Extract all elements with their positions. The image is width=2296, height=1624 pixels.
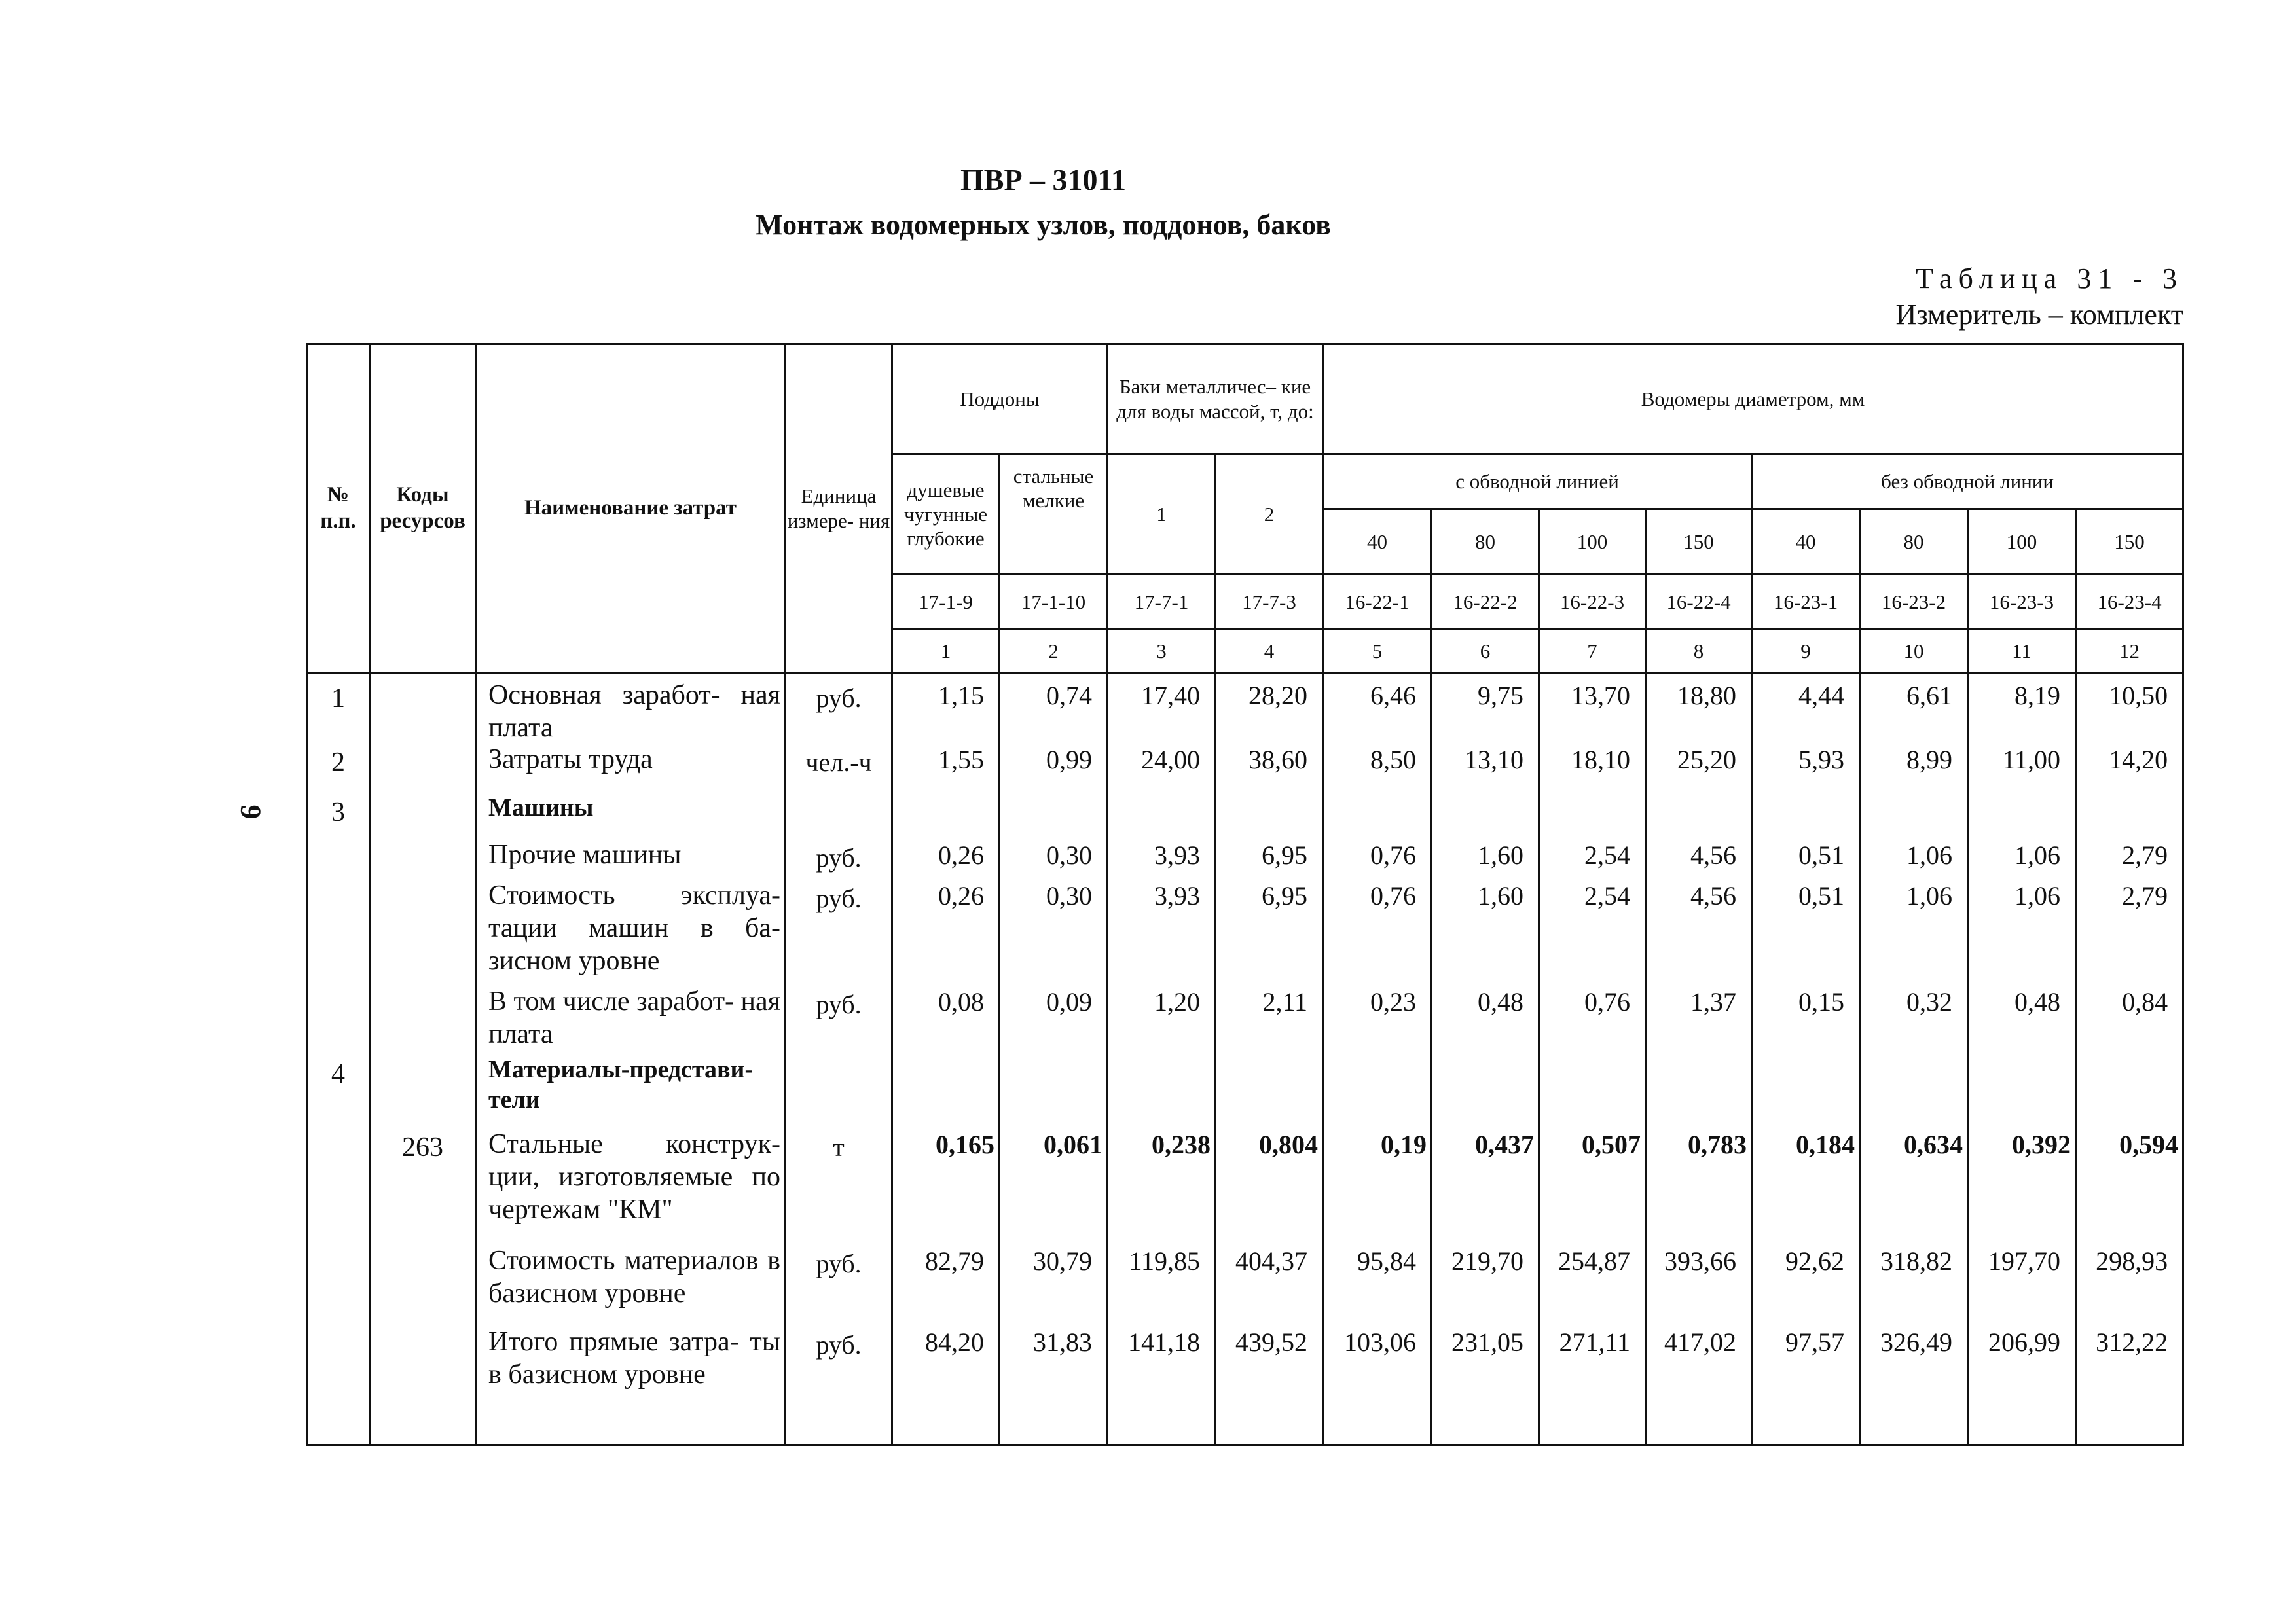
- value-cell: 6,95: [1262, 881, 1307, 911]
- value-cell: 1,37: [1690, 987, 1736, 1017]
- group-header-pallets: Поддоны: [892, 344, 1108, 454]
- col-header-norm-code: 16-23-2: [1860, 575, 1968, 630]
- col-header-diameter: 40: [1752, 509, 1860, 575]
- col-header-index: 6: [1432, 630, 1539, 673]
- resource-code: 263: [402, 1132, 443, 1163]
- col-header-name: Наименование затрат: [476, 344, 786, 673]
- value-cell: 3,93: [1154, 840, 1200, 870]
- col-header-norm-code: 17-1-10: [1000, 575, 1108, 630]
- value-cell: 0,184: [1796, 1130, 1855, 1159]
- col-header-diameter: 80: [1860, 509, 1968, 575]
- value-cell: 0,74: [1046, 681, 1092, 710]
- unit-cell: руб.: [816, 1249, 862, 1278]
- value-cell: 0,507: [1582, 1130, 1641, 1159]
- document-code: ПВР – 31011: [960, 163, 1127, 196]
- value-cell: 4,56: [1690, 881, 1736, 911]
- col-header-index: 2: [1000, 630, 1108, 673]
- cost-name: Стоимость эксплуа- тации машин в ба- зисном уровне: [488, 880, 780, 976]
- col-header-index: 8: [1646, 630, 1752, 673]
- table-caption: Таблица 31 - 3: [1916, 262, 2183, 295]
- value-cell: 25,20: [1677, 745, 1736, 774]
- col-header-norm-code: 16-23-3: [1968, 575, 2076, 630]
- value-cell: 1,60: [1478, 881, 1523, 911]
- col-header-index: 9: [1752, 630, 1860, 673]
- col-header-norm-code: 16-23-4: [2076, 575, 2183, 630]
- value-cell: 30,79: [1033, 1246, 1092, 1276]
- value-cell: 0,99: [1046, 745, 1092, 774]
- col-header-diameter: 100: [1968, 509, 2076, 575]
- value-cell: 0,061: [1044, 1130, 1102, 1159]
- value-cell: 14,20: [2109, 745, 2168, 774]
- value-cell: 326,49: [1880, 1327, 1952, 1357]
- col-header-codes: Коды ресурсов: [370, 344, 476, 673]
- col-header-diameter: 80: [1432, 509, 1539, 575]
- value-cell: 5,93: [1798, 745, 1844, 774]
- table-measure: Измеритель – комплект: [1895, 298, 2183, 331]
- resource-table: [306, 343, 2184, 1446]
- value-cell: 0,51: [1798, 881, 1844, 911]
- col-header-norm-code: 17-7-3: [1216, 575, 1323, 630]
- value-cell: 1,55: [938, 745, 984, 774]
- value-cell: 0,783: [1688, 1130, 1747, 1159]
- col-header-index: 4: [1216, 630, 1323, 673]
- value-cell: 13,10: [1465, 745, 1523, 774]
- value-cell: 0,48: [1478, 987, 1523, 1017]
- value-cell: 312,22: [2096, 1327, 2168, 1357]
- col-header-index: 1: [892, 630, 1000, 673]
- col-header-diameter: 100: [1539, 509, 1646, 575]
- value-cell: 8,50: [1370, 745, 1416, 774]
- value-cell: 254,87: [1558, 1246, 1630, 1276]
- value-cell: 0,30: [1046, 881, 1092, 911]
- value-cell: 4,44: [1798, 681, 1844, 710]
- value-cell: 6,46: [1370, 681, 1416, 710]
- value-cell: 1,60: [1478, 840, 1523, 870]
- col-header-index: 7: [1539, 630, 1646, 673]
- value-cell: 11,00: [2002, 745, 2060, 774]
- col-header-pallet-2: стальные мелкие: [1000, 454, 1108, 575]
- value-cell: 119,85: [1129, 1246, 1200, 1276]
- value-cell: 8,99: [1906, 745, 1952, 774]
- value-cell: 6,95: [1262, 840, 1307, 870]
- col-header-norm-code: 16-22-4: [1646, 575, 1752, 630]
- unit-cell: руб.: [816, 884, 862, 913]
- unit-cell: т: [833, 1132, 845, 1162]
- group-header-tanks: Баки металличес– кие для воды массой, т, до:: [1108, 344, 1323, 454]
- subgroup-header-nobypass: без обводной линии: [1752, 454, 2183, 509]
- value-cell: 0,08: [938, 987, 984, 1017]
- value-cell: 0,392: [2012, 1130, 2071, 1159]
- body-col-codes: [370, 673, 476, 1445]
- row-number: 3: [331, 797, 345, 827]
- col-header-unit: Единица измере- ния: [786, 344, 892, 673]
- value-cell: 18,80: [1677, 681, 1736, 710]
- col-header-norm-code: 16-23-1: [1752, 575, 1860, 630]
- col-header-pallet-1: душевые чугунные глубокие: [892, 454, 1000, 575]
- value-cell: 82,79: [925, 1246, 984, 1276]
- cost-name: Машины: [488, 794, 594, 821]
- unit-cell: чел.-ч: [805, 748, 872, 777]
- value-cell: 0,26: [938, 881, 984, 911]
- cost-name: Прочие машины: [488, 840, 682, 870]
- value-cell: 0,594: [2119, 1130, 2179, 1159]
- col-header-index: 3: [1108, 630, 1216, 673]
- value-cell: 8,19: [2014, 681, 2060, 710]
- body-col-unit: [786, 673, 892, 1445]
- unit-cell: руб.: [816, 843, 862, 873]
- value-cell: 0,76: [1584, 987, 1630, 1017]
- group-header-meters: Водомеры диаметром, мм: [1323, 344, 2183, 454]
- col-header-index: 11: [1968, 630, 2076, 673]
- value-cell: 2,54: [1584, 840, 1630, 870]
- col-header-index: 10: [1860, 630, 1968, 673]
- value-cell: 31,83: [1033, 1327, 1092, 1357]
- value-cell: 95,84: [1357, 1246, 1416, 1276]
- value-cell: 2,54: [1584, 881, 1630, 911]
- value-cell: 0,238: [1152, 1130, 1211, 1159]
- value-cell: 0,48: [2014, 987, 2060, 1017]
- col-header-norm-code: 17-7-1: [1108, 575, 1216, 630]
- value-cell: 219,70: [1451, 1246, 1523, 1276]
- cost-name: Затраты труда: [488, 744, 653, 774]
- cost-name: Итого прямые затра- ты в базисном уровне: [488, 1327, 780, 1390]
- value-cell: 271,11: [1559, 1327, 1630, 1357]
- col-header-diameter: 40: [1323, 509, 1432, 575]
- value-cell: 0,84: [2122, 987, 2168, 1017]
- value-cell: 1,06: [1906, 881, 1952, 911]
- value-cell: 197,70: [1988, 1246, 2060, 1276]
- row-number: 1: [331, 683, 345, 713]
- value-cell: 2,11: [1262, 987, 1307, 1017]
- row-number: 4: [331, 1059, 345, 1089]
- value-cell: 0,15: [1798, 987, 1844, 1017]
- body-col-name: [476, 673, 786, 1445]
- cost-name: Основная заработ- ная плата: [488, 680, 780, 743]
- value-cell: 28,20: [1248, 681, 1307, 710]
- cost-name: Материалы-представи- тели: [488, 1056, 754, 1113]
- value-cell: 0,09: [1046, 987, 1092, 1017]
- value-cell: 0,26: [938, 840, 984, 870]
- value-cell: 3,93: [1154, 881, 1200, 911]
- value-cell: 404,37: [1235, 1246, 1307, 1276]
- value-cell: 0,437: [1475, 1130, 1534, 1159]
- value-cell: 1,06: [1906, 840, 1952, 870]
- value-cell: 4,56: [1690, 840, 1736, 870]
- col-header-index: 12: [2076, 630, 2183, 673]
- value-cell: 13,70: [1571, 681, 1630, 710]
- col-header-norm-code: 16-22-3: [1539, 575, 1646, 630]
- table-header: [307, 344, 2183, 673]
- value-cell: 10,50: [2109, 681, 2168, 710]
- value-cell: 84,20: [925, 1327, 984, 1357]
- value-cell: 0,19: [1381, 1130, 1427, 1159]
- value-cell: 97,57: [1785, 1327, 1844, 1357]
- subgroup-header-bypass: с обводной линией: [1323, 454, 1752, 509]
- value-cell: 2,79: [2122, 840, 2168, 870]
- col-header-tank-1: 1: [1108, 454, 1216, 575]
- col-header-num: № п.п.: [307, 344, 370, 673]
- col-header-norm-code: 16-22-1: [1323, 575, 1432, 630]
- page-number: 9: [234, 804, 267, 820]
- value-cell: 9,75: [1478, 681, 1523, 710]
- value-cell: 1,15: [938, 681, 984, 710]
- value-cell: 24,00: [1141, 745, 1200, 774]
- value-cell: 0,76: [1370, 840, 1416, 870]
- value-cell: 2,79: [2122, 881, 2168, 911]
- col-header-norm-code: 16-22-2: [1432, 575, 1539, 630]
- value-cell: 0,634: [1904, 1130, 1963, 1159]
- body-col-num: [307, 673, 370, 1445]
- document-subtitle: Монтаж водомерных узлов, поддонов, баков: [756, 209, 1331, 241]
- value-cell: 0,804: [1259, 1130, 1318, 1159]
- value-cell: 1,06: [2014, 881, 2060, 911]
- col-header-diameter: 150: [2076, 509, 2183, 575]
- value-cell: 298,93: [2096, 1246, 2168, 1276]
- unit-cell: руб.: [816, 990, 862, 1019]
- table-body: [307, 673, 2183, 1445]
- value-cell: 439,52: [1235, 1327, 1307, 1357]
- value-cell: 0,165: [936, 1130, 994, 1159]
- value-cell: 0,32: [1906, 987, 1952, 1017]
- value-cell: 231,05: [1451, 1327, 1523, 1357]
- value-cell: 0,76: [1370, 881, 1416, 911]
- value-cell: 1,06: [2014, 840, 2060, 870]
- row-number: 2: [331, 748, 345, 778]
- value-cell: 6,61: [1906, 681, 1952, 710]
- value-cell: 38,60: [1248, 745, 1307, 774]
- value-cell: 393,66: [1664, 1246, 1736, 1276]
- cost-name: Стоимость материалов в базисном уровне: [488, 1246, 780, 1308]
- value-cell: 103,06: [1344, 1327, 1416, 1357]
- value-cell: 92,62: [1785, 1246, 1844, 1276]
- col-header-tank-2: 2: [1216, 454, 1323, 575]
- col-header-index: 5: [1323, 630, 1432, 673]
- value-cell: 417,02: [1664, 1327, 1736, 1357]
- unit-cell: руб.: [816, 683, 862, 713]
- value-cell: 318,82: [1880, 1246, 1952, 1276]
- unit-cell: руб.: [816, 1330, 862, 1360]
- value-cell: 0,30: [1046, 840, 1092, 870]
- value-cell: 1,20: [1154, 987, 1200, 1017]
- value-cell: 0,51: [1798, 840, 1844, 870]
- value-cell: 18,10: [1571, 745, 1630, 774]
- cost-name: В том числе заработ- ная плата: [488, 986, 780, 1049]
- value-cell: 206,99: [1988, 1327, 2060, 1357]
- col-header-norm-code: 17-1-9: [892, 575, 1000, 630]
- cost-name: Стальные конструк- ции, изготовляемые по чертежам "КМ": [488, 1129, 780, 1225]
- col-header-diameter: 150: [1646, 509, 1752, 575]
- value-cell: 17,40: [1141, 681, 1200, 710]
- value-cell: 0,23: [1370, 987, 1416, 1017]
- value-cell: 141,18: [1128, 1327, 1200, 1357]
